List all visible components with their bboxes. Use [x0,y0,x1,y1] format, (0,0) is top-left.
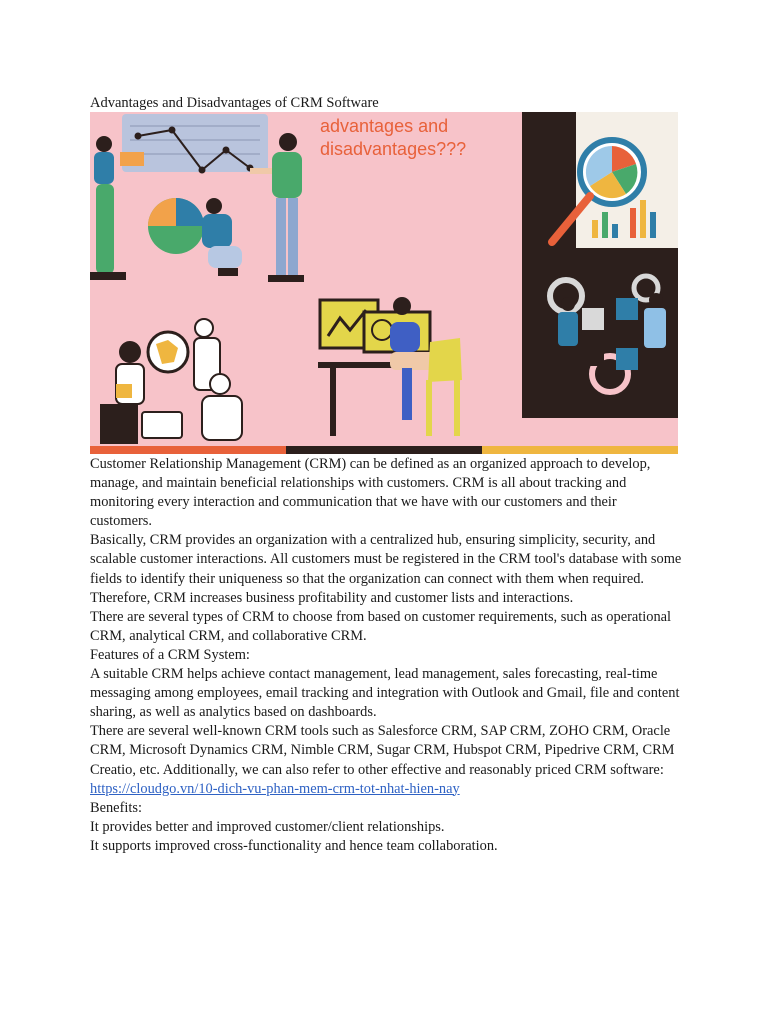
cloudgo-link[interactable]: https://cloudgo.vn/10-dich-vu-phan-mem-crm-tot-nhat-hien-nay [90,780,460,797]
benefit-item: It provides better and improved customer/client relationships. [90,818,445,835]
stripe-red [90,446,286,454]
paragraph-crm-tools [90,722,682,798]
benefits-heading: Benefits: [90,799,142,816]
paragraph-crm-definition: Customer Relationship Management (CRM) can be defined as an organized approach to develop, manage, and maintain beneficial relationships with customers. CRM is all about tracking and monitoring every interaction and communication that we have with our customers and their customers. [90,456,651,530]
hero-line1: advantages and [320,116,449,136]
document-title: Advantages and Disadvantages of CRM Software [90,95,379,111]
document-body [90,455,682,856]
paragraph-features: A suitable CRM helps achieve contact management, lead management, sales forecasting, real-time messaging among employees, email tracking and integration with Outlook and Gmail, file and content sharing, as well as analytics based on dashboards. [90,666,680,721]
crm-tools-text: There are several well-known CRM tools such as Salesforce CRM, SAP CRM, ZOHO CRM, Oracle CRM, Microsoft Dynamics CRM, Nimble CRM, Sugar CRM, Hubspot CRM, Pipedrive CRM, CRM Creatio, etc. Additionally, we can also refer to other effective and reasonably priced CRM software: [90,723,675,778]
hero-illustration [90,112,678,454]
pie-chart-graphic [148,198,204,254]
paragraph-crm-hub: Basically, CRM provides an organization with a centralized hub, ensuring simplicity, security, and scalable customer interactions. All customers must be registered in the CRM tool's database with some fields to identify their uniqueness so that the organization can connect with them when required. Therefore, CRM increases business profitability and customer lists and interactions. [90,532,682,606]
features-heading: Features of a CRM System: [90,646,250,663]
hero-line2: disadvantages??? [320,139,467,159]
stripe-dark [286,446,482,454]
paragraph-crm-types: There are several types of CRM to choose from based on customer requirements, such as operational CRM, analytical CRM, and collaborative CRM. [90,608,672,644]
stripe-yellow [482,446,678,454]
benefit-item: It supports improved cross-functionality and hence team collaboration. [90,837,498,854]
crm-illustration [90,112,678,454]
